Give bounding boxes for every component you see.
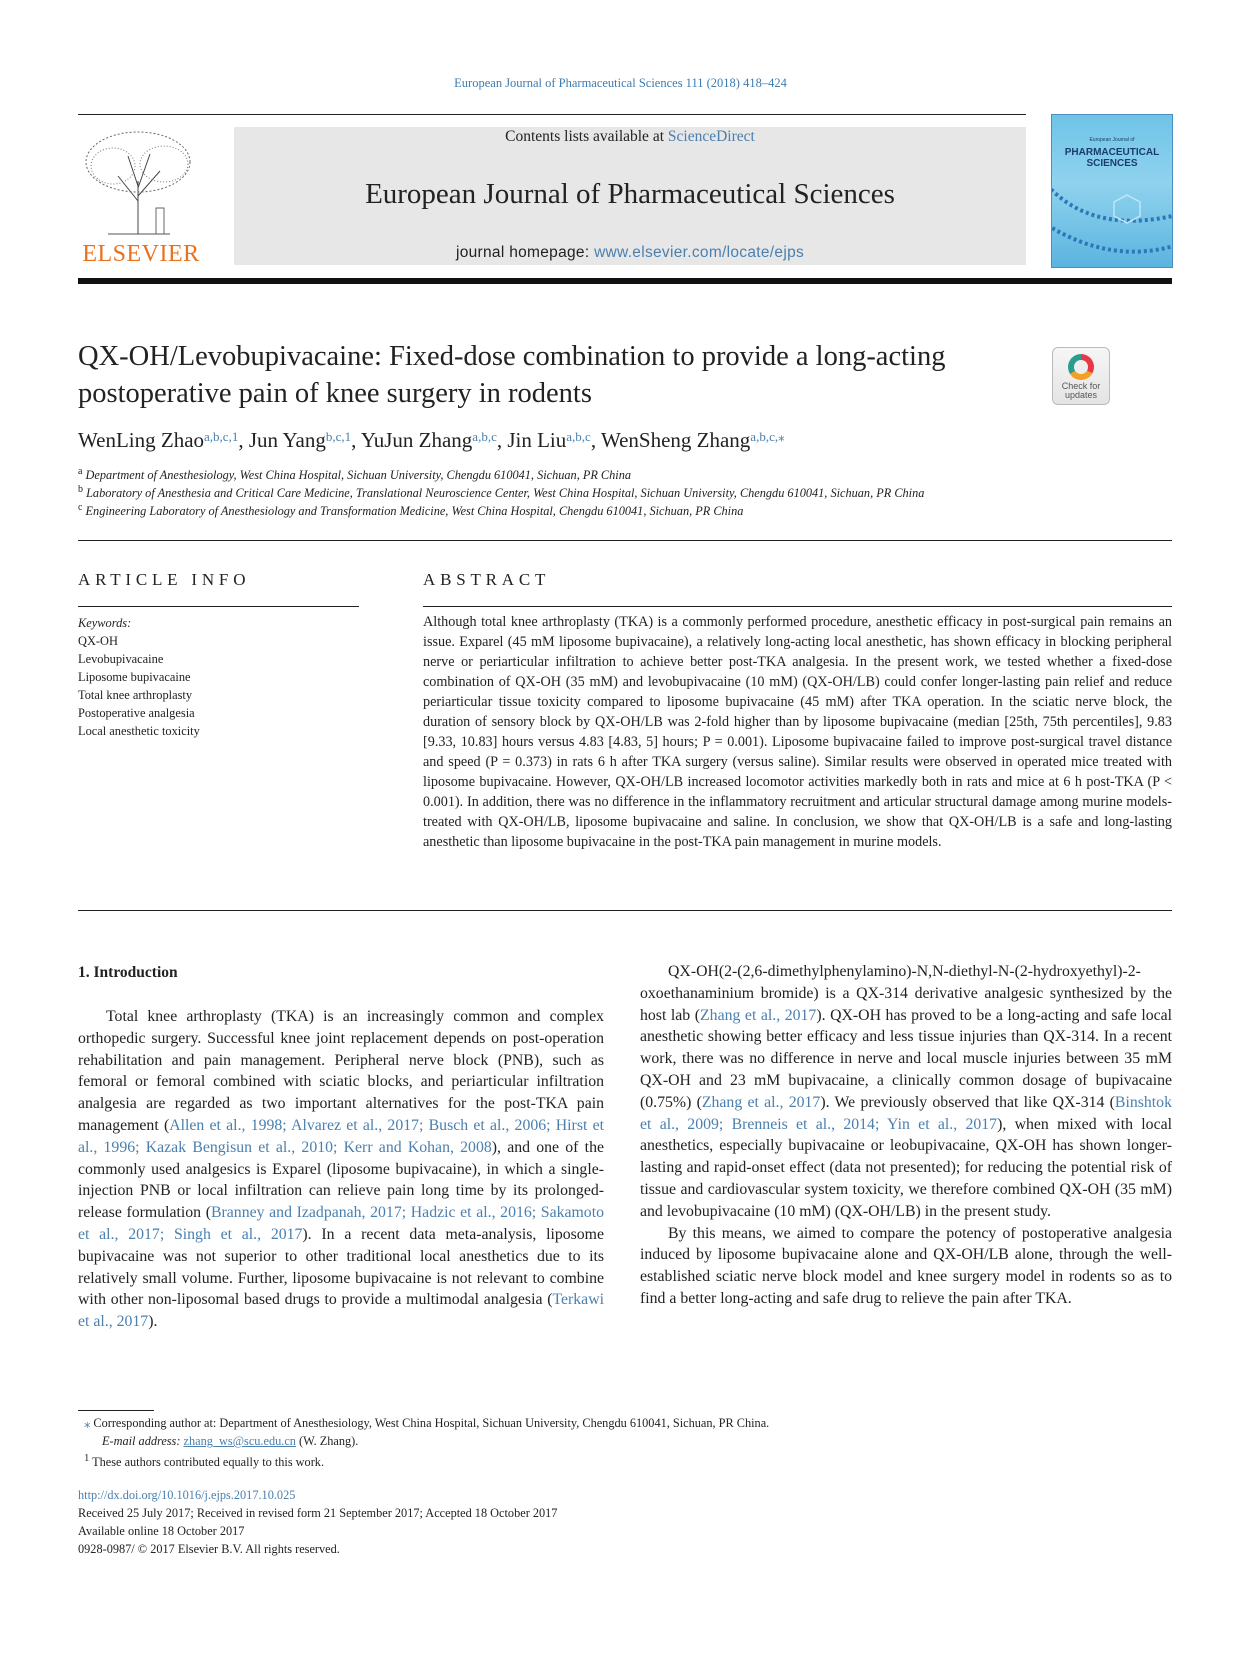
journal-cover[interactable] (1051, 114, 1173, 268)
intro-paragraph: By this means, we aimed to compare the potency of postoperative analgesia induced by liposome bupivacaine alone and QX-OH/LB alone, through the well-established sciatic nerve block model and knee surgery model in rodents so as to find a better long-acting and safe drug to relieve the pain after TKA. (640, 1224, 1172, 1307)
copyright-line: 0928-0987/ © 2017 Elsevier B.V. All rights reserved. (78, 1542, 340, 1556)
contents-line: Contents lists available at ScienceDirect (505, 128, 755, 145)
author-name[interactable]: WenLing Zhao (78, 428, 205, 452)
journal-reference[interactable]: European Journal of Pharmaceutical Sciences 111 (2018) 418–424 (454, 76, 787, 90)
received-dates: Received 25 July 2017; Received in revised form 21 September 2017; Accepted 18 October 2017 (78, 1506, 558, 1520)
journal-title: European Journal of Pharmaceutical Sciences (365, 178, 895, 210)
publication-info (78, 1486, 878, 1558)
keyword-item: Levobupivacaine (78, 652, 164, 666)
article-title: QX-OH/Levobupivacaine: Fixed-dose combination to provide a long-acting postoperative pain of knee surgery in rodents (78, 341, 946, 409)
citation-link[interactable]: Branney and Izadpanah, 2017; Hadzic et al., 2016; Sakamoto et al., 2017; Singh et al., 2017 (78, 1204, 604, 1243)
abstract-heading: ABSTRACT (423, 570, 551, 589)
journal-homepage-link[interactable]: www.elsevier.com/locate/ejps (594, 244, 805, 261)
author-list: WenLing Zhao$^{a,b,c,1}$, Jun Yang$^{b,c,1}$, YuJun Zhang$^{a,b,c}$, Jin Liu$^{a,b,c}$, WenSheng Zhang$^{a,b,c,⁎}$ (78, 428, 785, 452)
introduction-heading: 1. Introduction (78, 964, 178, 981)
intro-paragraph: QX-OH(2-(2,6-dimethylphenylamino)-N,N-diethyl-N-(2-hydroxyethyl)-2-oxoethanaminium bromide) is a QX-314 derivative analgesic synthesized by the host lab (Zhang et al., 2017). QX-OH has proved to be a long-acting and safe local anesthetic showing better efficacy and less tissue injuries than QX-314. In a recent work, there was no difference in nerve and local muscle injuries between 35 mM QX-OH and 23 mM bupivacaine, a clinically common dosage of bupivacaine (0.75%) (Zhang et al., 2017). We previously observed that like QX-314 (Binshtok et al., 2009; Brenneis et al., 2014; Yin et al., 2017), when mixed with local anesthetics, especially bupivacaine or leobupivacaine, QX-OH has shown longer-lasting and rapid-onset effect (data not presented); for reducing the potential risk of tissue and cardiovascular system toxicity, we therefore combined QX-OH (35 mM) and levobupivacaine (10 mM) (QX-OH/LB) in the present study. (640, 963, 1173, 1220)
keywords-label: Keywords: (78, 616, 132, 630)
author-affiliation-marks[interactable]: a,b,c,⁎ (750, 429, 785, 444)
crossmark-icon (1068, 354, 1094, 380)
author-name[interactable]: Jin Liu (507, 428, 567, 452)
citation-link[interactable]: Zhang et al., 2017 (700, 1006, 817, 1024)
citation-link[interactable]: Binshtok et al., 2009; Brenneis et al., 2014; Yin et al., 2017 (640, 1093, 1172, 1133)
equal-contribution-note: $^1$ These authors contributed equally to this work. (84, 1453, 325, 1470)
author-name[interactable]: WenSheng Zhang (600, 428, 751, 452)
author-name[interactable]: YuJun Zhang (360, 428, 473, 452)
affiliation-c: $^c$ Engineering Laboratory of Anesthesiology and Transformation Medicine, West China Hospital, Chengdu 610041, Sichuan, PR China (78, 502, 744, 519)
citation-link[interactable]: Allen et al., 1998; Alvarez et al., 2017; Busch et al., 2006; Hirst et al., 1996; Kazak Bengisun et al., 2010; Kerr and Kohan, 2008 (78, 1116, 604, 1156)
footnotes (78, 1414, 1178, 1471)
email-link[interactable]: zhang_ws@scu.edu.cn (183, 1434, 296, 1448)
author-affiliation-marks[interactable]: b,c,1 (325, 429, 352, 444)
abstract-rule (423, 606, 1172, 607)
publisher-wordmark: ELSEVIER (82, 241, 200, 267)
header-rule (78, 114, 1026, 115)
elsevier-tree-icon (78, 126, 198, 236)
author-affiliation-marks[interactable]: a,b,c,1 (204, 429, 239, 444)
keywords-block (78, 614, 368, 740)
affiliation-a: $^a$ Department of Anesthesiology, West China Hospital, Sichuan University, Chengdu 610041, Sichuan, PR China (78, 466, 632, 483)
check-for-updates-label: Check for updates (1061, 381, 1101, 400)
cover-title: PHARMACEUTICAL SCIENCES (1064, 147, 1160, 169)
email-note: E-mail address: zhang_ws@scu.edu.cn (W. Zhang). (102, 1434, 359, 1448)
keyword-item: Total knee arthroplasty (78, 688, 193, 702)
doi-link[interactable]: http://dx.doi.org/10.1016/j.ejps.2017.10.025 (78, 1488, 296, 1502)
intro-left-column (78, 1006, 604, 1333)
keyword-item: Postoperative analgesia (78, 706, 195, 720)
keyword-item: QX-OH (78, 634, 118, 648)
author-affiliation-marks[interactable]: a,b,c (472, 429, 497, 444)
cover-subtitle: European Journal of (1089, 137, 1135, 143)
author-affiliation-marks[interactable]: a,b,c (566, 429, 591, 444)
abstract-text: Although total knee arthroplasty (TKA) is a commonly performed procedure, anesthetic efficacy in post-surgical pain remains an issue. Exparel (45 mM liposome bupivacaine), a relatively long-acting local anesthetic, has shown efficacy in blocking peripheral nerve or periarticular infiltration to achieve better post-TKA analgesia. In the present work, we tested whether a fixed-dose combination of QX-OH (35 mM) and levobupivacaine (10 mM) (QX-OH/LB) could confer longer-lasting pain relief and reduce periarticular tissue toxicity compared to liposome bupivacaine (45 mM) after TKA operation. In the sciatic nerve block, the duration of sensory block by QX-OH/LB was 2-fold higher than by liposome bupivacaine (median [25th, 75th percentiles], 9.83 [9.33, 10.83] hours versus 4.83 [4.83, 5] hours; P = 0.001). Liposome bupivacaine failed to improve post-surgical travel distance and speed (P = 0.373) in rats 6 h after TKA surgery (versus saline). Similar results were observed in operated mice treated with liposome bupivacaine. However, QX-OH/LB increased locomotor activities markedly both in rats and mice at 6 h post-TKA (P < 0.001). In addition, there was no difference in the inflammatory recruitment and articular structural damage among murine models-treated with QX-OH/LB, liposome bupivacaine and saline. In conclusion, we show that QX-OH/LB is a safe and long-lasting anesthetic than liposome bupivacaine in the post-TKA pain management in murine models. (423, 614, 1172, 850)
intro-right-column (640, 961, 1172, 1310)
footnote-rule (78, 1410, 154, 1411)
article-info-heading: ARTICLE INFO (78, 570, 251, 589)
journal-homepage-line: journal homepage: www.elsevier.com/locate/ejps (455, 244, 805, 261)
elsevier-logo[interactable] (78, 126, 204, 266)
abstract-end-rule (78, 910, 1172, 911)
affiliation-b: $^b$ Laboratory of Anesthesia and Critical Care Medicine, Translational Neuroscience Center, West China Hospital, Sichuan University, Chengdu 610041, Sichuan, PR China (78, 484, 925, 501)
available-online: Available online 18 October 2017 (78, 1524, 245, 1538)
article-info-rule (78, 606, 359, 607)
sciencedirect-link[interactable]: ScienceDirect (667, 128, 755, 145)
citation-link[interactable]: Terkawi et al., 2017 (78, 1291, 604, 1331)
section-rule (78, 540, 1172, 541)
cover-molecule-graphic (1052, 175, 1172, 267)
author-name[interactable]: Jun Yang (248, 428, 326, 452)
check-for-updates-button[interactable] (1052, 347, 1110, 405)
intro-paragraph: Total knee arthroplasty (TKA) is an increasingly common and complex orthopedic surgery. Successful knee joint replacement depends on post-operation rehabilitation and pain management. Peripheral nerve block (PNB), such as femoral or femoral combined with sciatic blocks, and periarticular infiltration analgesia are regarded as two important alternatives for the post-TKA pain management (Allen et al., 1998; Alvarez et al., 2017; Busch et al., 2006; Hirst et al., 1996; Kazak Bengisun et al., 2010; Kerr and Kohan, 2008), and one of the commonly used analgesics is Exparel (liposome bupivacaine), in which a single-injection PNB or local infiltration can relieve pain long time by its prolonged-release formulation (Branney and Izadpanah, 2017; Hadzic et al., 2016; Sakamoto et al., 2017; Singh et al., 2017). In a recent data meta-analysis, liposome bupivacaine was not superior to other traditional local anesthetics due to its relatively small volume. Further, liposome bupivacaine is not relevant to combine with other non-liposomal based drugs to provide a multimodal analgesia (Terkawi et al., 2017). (78, 1008, 604, 1331)
citation-link[interactable]: Zhang et al., 2017 (701, 1093, 821, 1111)
keyword-item: Liposome bupivacaine (78, 670, 191, 684)
corresponding-author-note: ⁎ Corresponding author at: Department of Anesthesiology, West China Hospital, Sichuan University, Chengdu 610041, Sichuan, PR China. (84, 1416, 770, 1430)
keyword-item: Local anesthetic toxicity (78, 724, 200, 738)
header-thick-rule (78, 278, 1172, 284)
